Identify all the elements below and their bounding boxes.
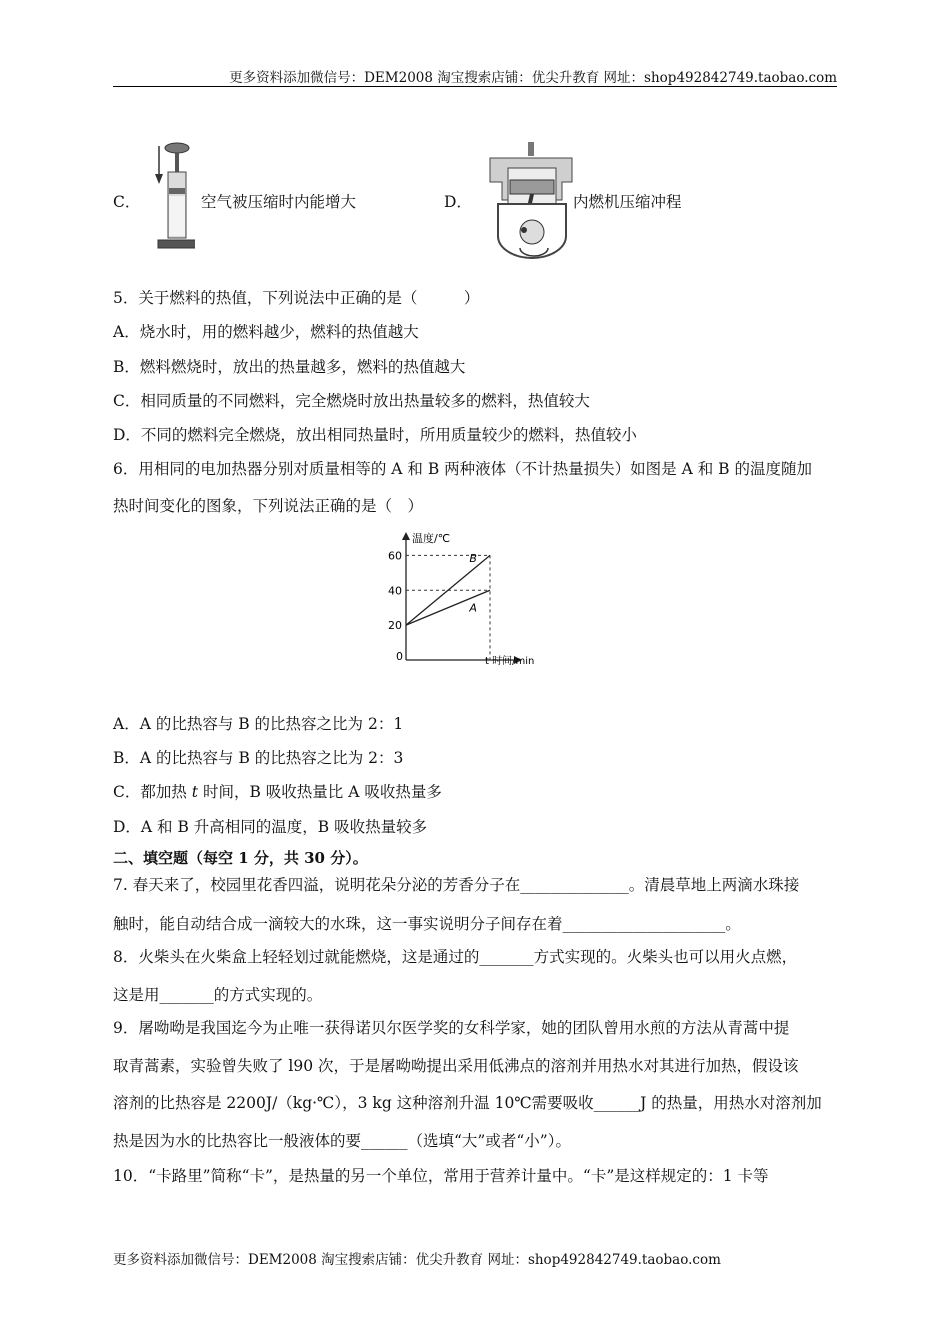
section-2-heading: 二、填空题（每空 1 分，共 30 分）。 xyxy=(113,849,368,867)
q9-line1: 9．屠呦呦是我国迄今为止唯一获得诺贝尔医学奖的女科学家，她的团队曾用水煎的方法从青蒿中提 xyxy=(113,1019,790,1037)
temperature-time-chart xyxy=(370,528,570,673)
air-compression-piston-icon xyxy=(149,140,195,258)
option-c-label: C． xyxy=(113,193,141,211)
page-footer: 更多资料添加微信号：DEM2008 淘宝搜索店铺：优尖升教育 网址：shop492842749.taobao.com xyxy=(113,1252,721,1268)
q9-line4: 热是因为水的比热容比一般液体的要______（选填“大”或者“小”）。 xyxy=(113,1132,571,1150)
x-axis-label: t 时间/min xyxy=(485,656,535,667)
option-d-label: D． xyxy=(444,193,472,211)
q7-line2: 触时，能自动结合成一滴较大的水珠，这一事实说明分子间存在着_____________________。 xyxy=(113,915,741,933)
q6-option-b: B．A 的比热容与 B 的比热容之比为 2：3 xyxy=(113,749,404,767)
q7-line1: 7. 春天来了，校园里花香四溢，说明花朵分泌的芳香分子在______________。清晨草地上两滴水珠接 xyxy=(113,876,800,894)
origin-label: 0 xyxy=(396,650,403,663)
q9-line3: 溶剂的比热容是 2200J/（kg·℃），3 kg 这种溶剂升温 10℃需要吸收______J 的热量，用热水对溶剂加 xyxy=(113,1094,822,1112)
option-c-text: 空气被压缩时内能增大 xyxy=(201,193,357,211)
y-tick-label: 40 xyxy=(388,584,402,598)
q6-option-c-pre: C．都加热 xyxy=(113,783,192,801)
option-d-text: 内燃机压缩冲程 xyxy=(573,193,682,211)
q6-stem-line1: 6．用相同的电加热器分别对质量相等的 A 和 B 两种液体（不计热量损失）如图是 A 和 B 的温度随加 xyxy=(113,460,812,478)
q6-option-a: A．A 的比热容与 B 的比热容之比为 2：1 xyxy=(113,715,404,733)
y-axis-arrow xyxy=(402,532,410,540)
header-rule xyxy=(113,86,837,87)
page-header: 更多资料添加微信号：DEM2008 淘宝搜索店铺：优尖升教育 网址：shop492842749.taobao.com xyxy=(229,70,837,86)
y-tick-label: 60 xyxy=(388,549,402,563)
q5-option-b: B．燃料燃烧时，放出的热量越多，燃料的热值越大 xyxy=(113,358,466,376)
q9-line2: 取青蒿素，实验曾失败了 l90 次，于是屠呦呦提出采用低沸点的溶剂并用热水对其进行加热，假设该 xyxy=(113,1057,799,1075)
q5-option-c: C．相同质量的不同燃料，完全燃烧时放出热量较多的燃料，热值较大 xyxy=(113,392,590,410)
q5-option-a: A．烧水时，用的燃料越少，燃料的热值越大 xyxy=(113,323,419,341)
q6-option-c xyxy=(113,780,442,802)
q8-line1: 8．火柴头在火柴盒上轻轻划过就能燃烧，这是通过的_______方式实现的。火柴头也可以用火点燃， xyxy=(113,948,798,966)
engine-compression-stroke-icon xyxy=(484,140,580,260)
q4-options-row xyxy=(113,140,837,260)
y-axis-label: 温度/℃ xyxy=(412,532,451,545)
q6-option-c-post: 时间，B 吸收热量比 A 吸收热量多 xyxy=(198,783,442,801)
q10-line1: 10．“卡路里”简称“卡”，是热量的另一个单位，常用于营养计量中。“卡”是这样规定的：1 卡等 xyxy=(113,1167,769,1185)
q5-option-d: D．不同的燃料完全燃烧，放出相同热量时，所用质量较少的燃料，热值较小 xyxy=(113,426,637,444)
q6-option-c-t: t xyxy=(191,783,199,801)
series-line-A xyxy=(406,590,490,625)
q8-line2: 这是用_______的方式实现的。 xyxy=(113,986,323,1004)
series-label-A: A xyxy=(469,601,477,615)
q5-stem: 5．关于燃料的热值，下列说法中正确的是（ ） xyxy=(113,289,480,307)
y-tick-label: 20 xyxy=(388,619,402,633)
series-label-B: B xyxy=(469,551,477,565)
q6-stem-line2: 热时间变化的图象，下列说法正确的是（ ） xyxy=(113,497,424,515)
q6-option-d: D．A 和 B 升高相同的温度，B 吸收热量较多 xyxy=(113,818,428,836)
